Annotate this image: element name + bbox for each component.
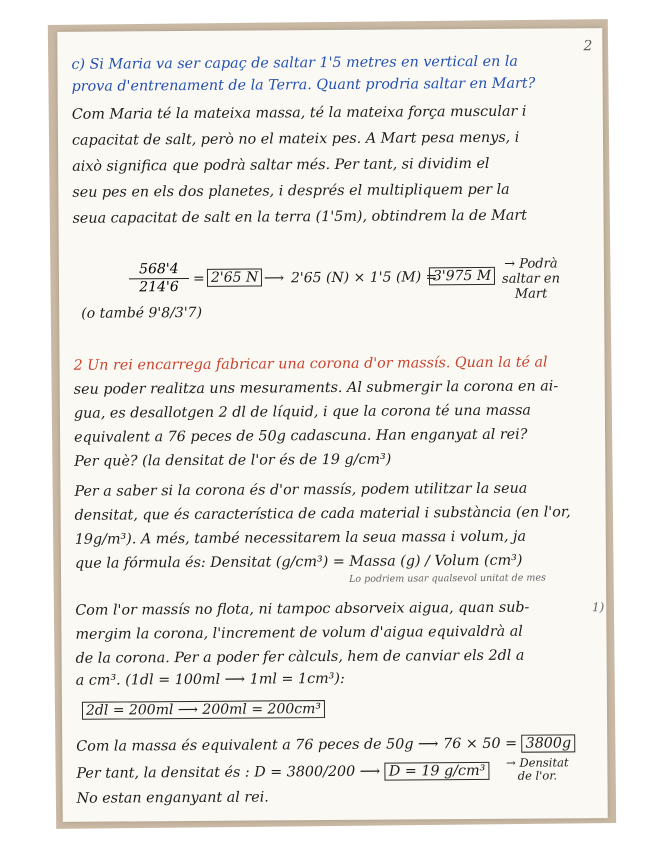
alternative-calculation: (o també 9'8/3'7) <box>81 304 203 322</box>
prompt-2-line-1: 2 Un rei encarrega fabricar una corona d'or massís. Quan la té al <box>73 354 548 374</box>
prompt-2-line-4: equivalent a 76 peces de 50g cadascuna. Han enganyat al rei? <box>74 426 528 446</box>
density-result-box: D = 19 g/cm³ <box>385 762 490 781</box>
arrow-1: ⟶ <box>263 270 285 287</box>
mass-result-box: 3800g <box>522 734 576 752</box>
mass-line <box>76 734 597 756</box>
volume-line-4: a cm³. (1dl = 100ml ⟶ 1ml = 1cm³): <box>75 670 345 689</box>
answer-c-line-2: capacitat de salt, però no el mateix pes. A Mart pesa menys, i <box>71 129 520 149</box>
answer-2-line-1: Per a saber si la corona és d'or massís, podem utilitzar la seua <box>74 480 528 500</box>
density-expression: Per tant, la densitat és : D = 3800/200 ⟶ <box>76 763 381 782</box>
answer-c-line-5: seua capacitat de salt en la terra (1'5m), obtindrem la de Mart <box>72 207 528 227</box>
mars-jump-note: → Podrà saltar en Mart <box>501 256 561 302</box>
prompt-2-line-5: Per què? (la densitat de l'or és de 19 g/cm³) <box>74 451 392 470</box>
units-side-note: Lo podriem usar qualsevol unitat de mes <box>349 572 546 585</box>
density-note: → Densitat de l'or. <box>506 755 569 783</box>
answer-c-line-3: això significa que podrà saltar més. Per tant, si dividim el <box>72 155 490 175</box>
multiplication-expression: 2'65 (N) × 1'5 (M) = <box>290 269 438 287</box>
fraction-numerator: 568'4 <box>129 261 189 279</box>
prompt-c-line-1: c) Si Maria va ser capaç de saltar 1'5 metres en vertical en la <box>71 53 518 73</box>
mass-expression: Com la massa és equivalent a 76 peces de 50g ⟶ 76 × 50 = <box>76 735 518 755</box>
answer-2-line-3: 19g/m³). A més, també necessitarem la seua massa i volum, ja <box>74 528 527 548</box>
conclusion-line: No estan enganyant al rei. <box>76 789 269 807</box>
answer-2-line-4: que la fórmula és: Densitat (g/cm³) = Massa (g) / Volum (cm³) <box>74 552 523 572</box>
answer-c-line-1: Com Maria té la mateixa massa, té la mateixa força muscular i <box>71 103 527 123</box>
page-number: 2 <box>583 38 593 55</box>
prompt-c-line-2: prova d'entrenament de la Terra. Quant prodria saltar en Mart? <box>71 75 536 95</box>
fraction-denominator: 214'6 <box>139 279 179 296</box>
margin-mark-1: 1) <box>591 600 605 615</box>
ratio-result-box: 2'65 N <box>207 268 262 286</box>
prompt-2-line-2: seu poder realitza uns mesuraments. Al submergir la corona en ai- <box>73 378 559 398</box>
answer-2-line-2: densitat, que és característica de cada material i substància (en l'or, <box>74 504 571 524</box>
volume-line-2: mergim la corona, l'increment de volum d'aigua equivaldrà al <box>75 623 523 643</box>
weight-ratio-fraction <box>129 261 189 295</box>
volume-conversion-box: 2dl = 200ml ⟶ 200ml = 200cm³ <box>82 700 325 720</box>
handwritten-page <box>57 28 608 822</box>
equals-sign: = <box>192 270 205 287</box>
volume-line-3: de la corona. Per a poder fer càlculs, hem de canviar els 2dl a <box>75 647 525 667</box>
volume-line-1: Com l'or massís no flota, ni tampoc absorveix aigua, quan sub- <box>75 599 530 619</box>
answer-c-line-4: seu pes en els dos planetes, i després el multipliquem per la <box>72 181 510 201</box>
prompt-2-line-3: gua, es desallotgen 2 dl de líquid, i que la corona té una massa <box>73 402 531 422</box>
final-result-box: 3'975 M <box>429 267 495 285</box>
